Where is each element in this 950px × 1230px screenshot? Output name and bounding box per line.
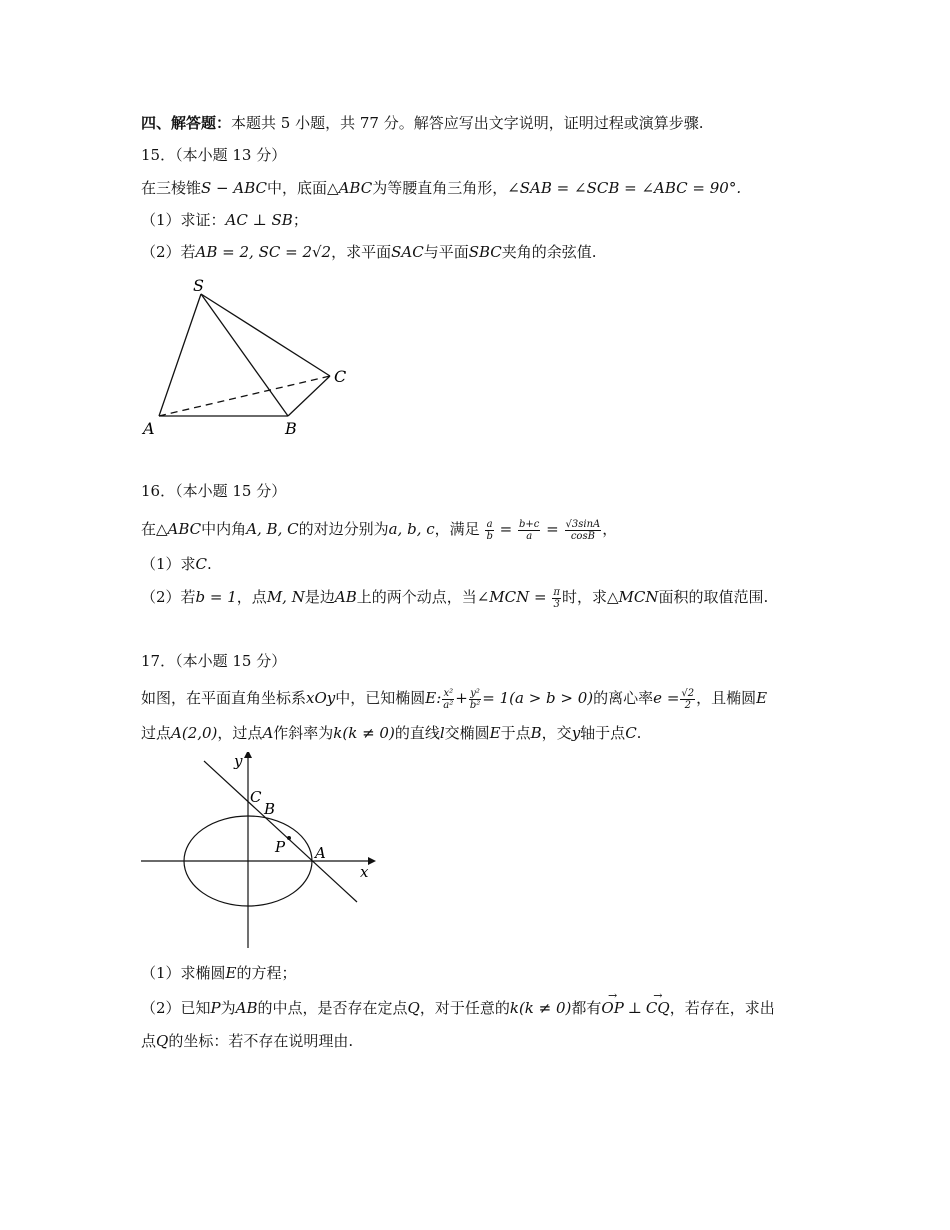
q15-part1-math: AC ⊥ SB: [225, 211, 293, 229]
q16-part2-math: b = 1: [195, 588, 237, 606]
q17-part1-end: 的方程；: [236, 964, 297, 982]
q17-part2-math: Q: [407, 999, 420, 1017]
vector-cq: → CQ: [646, 998, 670, 1018]
q15-part2-math: SAC: [391, 243, 424, 261]
q15-part2-math: AB = 2, SC = 2√2: [195, 243, 332, 261]
q16-part2-math: M, N: [266, 588, 305, 606]
q17-part2-cont: [141, 1031, 353, 1051]
q17-ellipse-figure: [138, 752, 383, 952]
q15-stem-math: S − ABC: [201, 179, 268, 197]
q17-math: A(2,0): [171, 724, 218, 742]
q16-part2-label: （2）若: [141, 588, 196, 606]
q17-math: A: [262, 724, 274, 742]
q16-stem-end: ，: [602, 520, 618, 538]
label-p: P: [275, 838, 286, 856]
q17-math: l: [439, 724, 445, 742]
point-p: [287, 836, 291, 840]
q17-math: e =: [653, 689, 680, 707]
q15-stem-text: 中，底面△: [267, 179, 339, 197]
line-l: [204, 761, 357, 902]
frac-den: a: [526, 530, 533, 542]
q17-math: E: [756, 689, 768, 707]
q17-stem-line1: [141, 684, 767, 712]
q17-part2-text: 的坐标：若不存在说明理由.: [168, 1032, 354, 1050]
q17-text: ，交: [541, 724, 572, 742]
edge-sb: [201, 294, 288, 416]
q16-equals: =: [546, 520, 559, 538]
q17-math: C: [625, 724, 637, 742]
q17-math: k(k ≠ 0): [333, 724, 395, 742]
label-s: S: [193, 276, 204, 295]
q17-text: 作斜率为: [273, 724, 334, 742]
q16-fraction-a-b: [485, 519, 493, 542]
section-description: 本题共 5 小题，共 77 分。解答应写出文字说明，证明过程或演算步骤.: [231, 114, 704, 132]
q17-math: +: [455, 689, 468, 707]
frac-num: a: [486, 518, 493, 530]
label-c: C: [334, 367, 347, 386]
q15-stem-text: 为等腰直角三角形，: [372, 179, 508, 197]
label-b: B: [285, 419, 297, 438]
q17-text: 中，已知椭圆: [335, 689, 426, 707]
q16-part1-end: .: [207, 555, 212, 573]
q16-stem-math: a, b, c: [388, 520, 435, 538]
edge-bc: [288, 376, 330, 416]
q17-fraction-sqrt2-2: [680, 688, 695, 711]
q17-text: ，过点: [217, 724, 263, 742]
q16-part2-math: ∠MCN =: [476, 588, 547, 606]
frac-den: b²: [469, 699, 481, 711]
q17-fraction-x2-a2: [442, 688, 454, 711]
q17-text: 交椭圆: [444, 724, 490, 742]
q15-part1-label: （1）求证：: [141, 211, 226, 229]
frac-den: 2: [684, 699, 691, 711]
q17-part2-math: Q: [156, 1032, 169, 1050]
q16-stem-text: 的对边分别为: [298, 520, 389, 538]
q17-text: .: [636, 724, 642, 742]
q17-math: = 1(a > b > 0): [482, 689, 594, 707]
q17-part2-text: 为: [220, 999, 236, 1017]
q16-part1-label: （1）求: [141, 555, 196, 573]
q15-part2-text: ，求平面: [331, 243, 392, 261]
q17-text: 的直线: [394, 724, 440, 742]
q16-stem-text: 在△: [141, 520, 168, 538]
q17-math: E: [489, 724, 501, 742]
section-heading: 四、解答题：: [141, 114, 232, 132]
q16-part2-text: 时，求△: [561, 588, 619, 606]
frac-num: √3sinA: [565, 518, 601, 530]
q15-part2-text: 夹角的余弦值.: [501, 243, 597, 261]
q17-text: 于点: [500, 724, 531, 742]
q16-part1-math: C: [195, 555, 208, 573]
q16-part2-math: MCN: [618, 588, 659, 606]
q15-pyramid-figure: [135, 272, 365, 442]
edge-sc: [201, 294, 330, 376]
q17-part2-math: AB: [235, 999, 258, 1017]
frac-den: b: [486, 530, 493, 542]
q16-fraction-sin-cos: [565, 519, 602, 542]
q15-stem: [141, 178, 741, 198]
q17-fraction-y2-b2: [469, 688, 481, 711]
q15-part1: [141, 210, 308, 230]
q17-math: xOy: [306, 689, 336, 707]
frac-num: b+c: [518, 518, 540, 530]
q16-stem-math: A, B, C: [246, 520, 299, 538]
q16-part2-text: 面积的取值范围.: [658, 588, 769, 606]
q15-part2-label: （2）若: [141, 243, 196, 261]
q17-text: 的离心率: [593, 689, 654, 707]
q17-part2-label: （2）已知: [141, 999, 211, 1017]
q16-part2: [141, 584, 768, 610]
q16-part2-text: 上的两个动点，当: [356, 588, 477, 606]
q17-part2-text: ，若存在，求出: [669, 999, 775, 1017]
frac-num: y²: [470, 687, 480, 699]
q17-part2-text: 的中点，是否存在定点: [257, 999, 408, 1017]
q17-math: B: [530, 724, 542, 742]
frac-num: √2: [681, 687, 695, 699]
section-heading-line: [141, 113, 704, 133]
q17-stem-line2: [141, 723, 641, 743]
q15-stem-math: ∠SAB = ∠SCB = ∠ABC = 90°.: [507, 179, 742, 197]
q17-math: E:: [425, 689, 442, 707]
q17-part2-math: k(k ≠ 0): [509, 999, 572, 1017]
q17-text: 轴于点: [580, 724, 626, 742]
q17-part2-text: 点: [141, 1032, 157, 1050]
frac-den: cosB: [570, 530, 595, 542]
edge-ac-hidden: [159, 376, 330, 416]
q15-part2: [141, 242, 597, 262]
label-c: C: [250, 788, 262, 806]
q16-part1: [141, 554, 212, 574]
q17-part1: [141, 963, 297, 983]
x-axis-arrow-icon: [368, 857, 376, 865]
frac-num: x²: [443, 687, 454, 699]
q17-part2: [141, 998, 775, 1018]
q17-part1-math: E: [225, 964, 237, 982]
q17-part2-text: 都有: [571, 999, 602, 1017]
q16-part2-text: ，点: [236, 588, 267, 606]
edge-sa: [159, 294, 201, 416]
q15-part1-end: ；: [292, 211, 308, 229]
q15-header: 15．（本小题 13 分）: [141, 146, 287, 164]
label-b: B: [264, 800, 276, 818]
label-a: A: [143, 419, 155, 438]
q17-part2-math: ⊥: [627, 999, 642, 1017]
q15-stem-text: 在三棱锥: [141, 179, 202, 197]
q16-stem-text: 中内角: [201, 520, 247, 538]
frac-num: π: [553, 586, 560, 598]
q17-part2-math: P: [210, 999, 221, 1017]
q17-header: 17．（本小题 15 分）: [141, 652, 287, 670]
q17-part1-label: （1）求椭圆: [141, 964, 226, 982]
label-y: y: [234, 752, 243, 770]
q17-text: 如图，在平面直角坐标系: [141, 689, 307, 707]
vector-op: → OP: [601, 998, 623, 1018]
q17-math: y: [571, 724, 581, 742]
q16-fraction-pi-3: [552, 587, 561, 610]
q16-equals: =: [499, 520, 513, 538]
y-axis-arrow-icon: [244, 752, 252, 758]
q16-header: 16．（本小题 15 分）: [141, 482, 287, 500]
q16-part2-text: 是边: [304, 588, 335, 606]
q16-part2-math: AB: [334, 588, 357, 606]
frac-den: a²: [443, 699, 454, 711]
label-x: x: [360, 863, 369, 881]
q16-stem-math: ABC: [167, 520, 202, 538]
q17-part2-text: ，对于任意的: [419, 999, 510, 1017]
q15-part2-math: SBC: [468, 243, 502, 261]
q16-fraction-bc-a: [518, 519, 540, 542]
q17-text: 过点: [141, 724, 172, 742]
q15-part2-text: 与平面: [423, 243, 469, 261]
q16-stem-text: ，满足: [434, 520, 480, 538]
q17-text: ，且椭圆: [696, 689, 757, 707]
q16-stem: [141, 516, 617, 542]
label-a: A: [315, 844, 326, 862]
frac-den: 3: [553, 598, 560, 610]
q15-stem-math: ABC: [338, 179, 373, 197]
